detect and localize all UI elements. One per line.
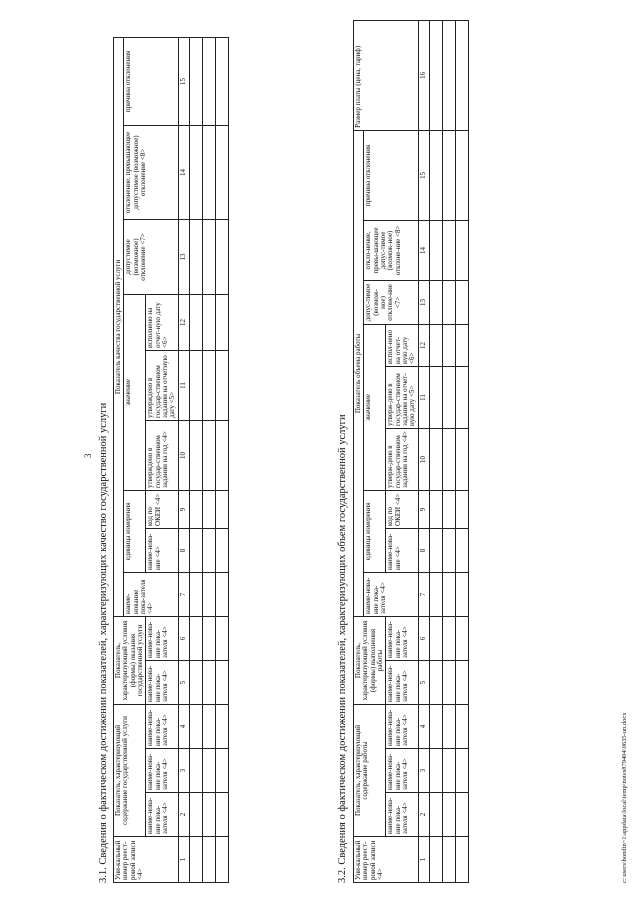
section-3-1-title: 3.1. Сведения о фактическом достижении показателей, характеризующих качество государственной услуги — [98, 402, 109, 883]
sub-indicator-name: наиме-нова-ние пока-зателя <4> — [386, 749, 418, 793]
column-number: 14 — [178, 125, 189, 219]
column-number: 12 — [418, 324, 429, 366]
unit-okei-code: код по ОКЕИ <4> — [146, 490, 178, 528]
column-number: 7 — [418, 572, 429, 616]
table-row — [215, 37, 228, 882]
value-report-date: утверж-дено в государ-ственном задании на отчет-ную дату <5> — [386, 366, 418, 428]
col-content-indicator: Показатель, характеризующий содержание работы — [354, 704, 386, 836]
page-number: 3 — [83, 453, 93, 458]
unit-name: наиме-нова-ние <4> — [386, 528, 418, 572]
col-exceeding-deviation: отклонение, превышающее допустимое (возможное) отклонение <8> — [124, 125, 178, 219]
col-conditions-indicator: Показатель, характеризующий условия (формы) выполнения работы — [354, 616, 386, 704]
sub-indicator-name: наиме-нова-ние пока-зателя <4> — [386, 793, 418, 837]
column-numbers-row — [178, 37, 189, 882]
sub-indicator-name: наиме-нова-ние пока-зателя <4> — [386, 660, 418, 704]
sub-indicator-name: наиме-нова-ние пока-зателя <4> — [146, 616, 178, 660]
footer-file-path: c:\users\bondin~1\appdata\local\temp\notes879404\0635-un.docx — [621, 712, 628, 883]
col-price: Размер платы (цена, тариф) — [354, 20, 419, 130]
column-number: 9 — [418, 490, 429, 528]
column-number: 10 — [418, 428, 429, 490]
col-quality-indicator: Показатель качества государственной услуги — [114, 37, 124, 616]
value-year: утверждено в государ-ственном задании на год <4> — [146, 420, 178, 490]
column-number: 15 — [178, 37, 189, 125]
value-executed: испол-нено на отчет-ную дату <6> — [386, 324, 418, 366]
table-row — [189, 37, 202, 882]
sub-indicator-name: наиме-нова-ние пока-зателя <4> — [146, 660, 178, 704]
col-allowed-deviation: допус-тимое (возмож-ное) отклоне-ние <7> — [364, 280, 418, 324]
volume-table — [353, 20, 469, 883]
col-indicator-name: наиме-нование пока-зателя <4> — [124, 572, 178, 616]
col-allowed-deviation: допустимое (возможное) отклонение <7> — [124, 219, 178, 294]
unit-okei-code: код по ОКЕИ <4> — [386, 490, 418, 528]
col-indicator-name: наиме-нова-ние пока-зателя <4> — [364, 572, 418, 616]
column-number: 6 — [418, 616, 429, 660]
column-number: 3 — [178, 749, 189, 793]
column-number: 16 — [418, 20, 429, 130]
col-deviation-reason: причина отклонения — [124, 37, 178, 125]
section-3-2-title: 3.2. Сведения о фактическом достижении показателей, характеризующих объем государственной услуги — [337, 414, 348, 883]
column-number: 1 — [178, 837, 189, 883]
column-number: 11 — [418, 366, 429, 428]
column-number: 9 — [178, 490, 189, 528]
column-number: 4 — [418, 704, 429, 748]
col-value: значение — [364, 324, 386, 490]
table-row — [455, 20, 468, 882]
sub-indicator-name: наиме-нова-ние пока-зателя <4> — [386, 616, 418, 660]
column-numbers-row — [418, 20, 429, 882]
column-number: 5 — [418, 660, 429, 704]
column-number: 10 — [178, 420, 189, 490]
sub-indicator-name: наиме-нова-ние пока-зателя <4> — [146, 749, 178, 793]
col-volume-indicator: Показатель объема работы — [354, 130, 364, 616]
col-unit: единица измерения — [364, 490, 386, 572]
column-number: 12 — [178, 294, 189, 350]
table-row — [202, 37, 215, 882]
col-conditions-indicator: Показатель, характеризующий условия (формы) оказания государственной услуги — [114, 616, 146, 704]
sub-indicator-name: наиме-нова-ние пока-зателя <4> — [146, 704, 178, 748]
column-number: 2 — [418, 793, 429, 837]
column-number: 7 — [178, 572, 189, 616]
col-deviation-reason: причина отклонения — [364, 130, 418, 220]
col-exceeding-deviation: откло-нение, превы-шающее допус-тимое (возмож-ное) отклоне-ние <8> — [364, 220, 418, 280]
table-row — [442, 20, 455, 882]
col-unique-number: Уни-кальный номер реест-ровой записи <4> — [354, 837, 419, 883]
sub-indicator-name: наиме-нова-ние пока-зателя <4> — [146, 793, 178, 837]
column-number: 13 — [418, 280, 429, 324]
column-number: 5 — [178, 660, 189, 704]
unit-name: наиме-нова-ние <4> — [146, 528, 178, 572]
table-row — [429, 20, 442, 882]
column-number: 2 — [178, 793, 189, 837]
col-unit: единица измерения — [124, 490, 146, 572]
column-number: 1 — [418, 837, 429, 883]
value-executed: исполнено на отчет-ную дату <6> — [146, 294, 178, 350]
sub-indicator-name: наиме-нова-ние пока-зателя <4> — [386, 704, 418, 748]
column-number: 8 — [418, 528, 429, 572]
column-number: 3 — [418, 749, 429, 793]
column-number: 11 — [178, 350, 189, 420]
col-content-indicator: Показатель, характеризующий содержание государственной услуги — [114, 704, 146, 836]
column-number: 8 — [178, 528, 189, 572]
column-number: 4 — [178, 704, 189, 748]
col-unique-number: Уни-кальный номер реест-ровой записи <4> — [114, 837, 179, 883]
column-number: 15 — [418, 130, 429, 220]
col-value: значение — [124, 294, 146, 490]
column-number: 13 — [178, 219, 189, 294]
value-report-date: утверждено в государ-ственном задании на отчетную дату <5> — [146, 350, 178, 420]
quality-table — [113, 37, 229, 883]
column-number: 6 — [178, 616, 189, 660]
column-number: 14 — [418, 220, 429, 280]
value-year: утверж-дено в государ-ственном задании на год <4> — [386, 428, 418, 490]
